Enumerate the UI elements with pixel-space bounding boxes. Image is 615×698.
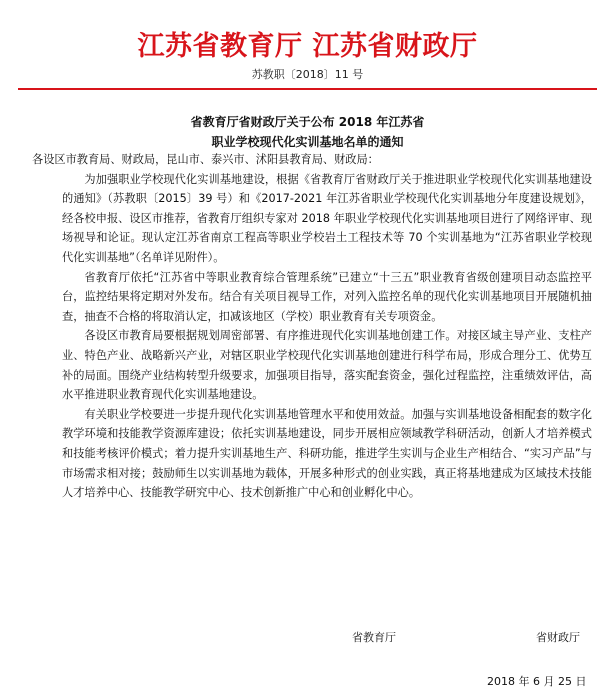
body-paragraph: 各设区市教育局要根据规划周密部署、有序推进现代化实训基地创建工作。对接区域主导产业、支柱产业、特色产业、战略新兴产业，对辖区职业学校现代化实训基地创建进行科学布局，形成合理分工、优势互补的局面。围绕产业结构转型升级要求，加强项目指导，落实配套资金，强化过程监控，注重绩效评估，高水平推进职业教育现代化实训基地建设。 xyxy=(62,329,592,402)
issuer-finance-dept: 省财政厅 xyxy=(536,631,580,644)
body-paragraph: 省教育厅依托“江苏省中等职业教育综合管理系统”已建立“十三五”职业教育省级创建项目动态监控平台，监控结果将定期对外发布。结合有关项目视导工作，对列入监控名单的现代化实训基地项目开展随机抽查，抽查不合格的将取消认定，扣减该地区（学校）职业教育有关专项资金。 xyxy=(62,270,592,323)
salutation: 各设区市教育局、财政局，昆山市、泰兴市、沭阳县教育局、财政局： xyxy=(32,153,379,166)
issuer-education-dept: 省教育厅 xyxy=(352,631,396,644)
notice-title-line-2: 职业学校现代化实训基地名单的通知 xyxy=(211,135,404,149)
document-number: 苏教职〔2018〕11 号 xyxy=(251,68,364,81)
red-divider-line xyxy=(18,88,597,90)
issue-date: 2018 年 6 月 25 日 xyxy=(487,675,587,688)
letterhead-title: 江苏省教育厅 江苏省财政厅 xyxy=(137,31,478,62)
notice-title-line-1: 省教育厅省财政厅关于公布 2018 年江苏省 xyxy=(190,115,425,129)
body-paragraph: 有关职业学校要进一步提升现代化实训基地管理水平和使用效益。加强与实训基地设备相配套的数字化教学环境和技能教学资源库建设；依托实训基地建设，同步开展相应领域教学科研活动，创新人才培养模式和技能考核评价模式；着力提升实训基地生产、科研功能，推进学生实训与企业生产相结合、“实习产品”与市场需求相对接；鼓励师生以实训基地为载体，开展多种形式的创业实践，真正将基地建成为区域技术技能人才培养中心、技能教学研究中心、技术创新推广中心和创业孵化中心。 xyxy=(62,407,592,500)
notice-body xyxy=(32,150,592,503)
body-paragraph: 为加强职业学校现代化实训基地建设，根据《省教育厅省财政厅关于推进职业学校现代化实训基地建设的通知》（苏教职〔2015〕39 号）和《2017-2021 年江苏省职业学校现代化实训基地分年度建设规划》，经各校申报、设区市推荐，省教育厅组织专家对 2018 年职业学校现代化实训基地项目进行了网络评审、现场视导和论证。现认定江苏省南京工程高等职业学校岩土工程技术等 70 个实训基地为“江苏省职业学校现代化实训基地”（名单详见附件）。 xyxy=(62,172,592,264)
